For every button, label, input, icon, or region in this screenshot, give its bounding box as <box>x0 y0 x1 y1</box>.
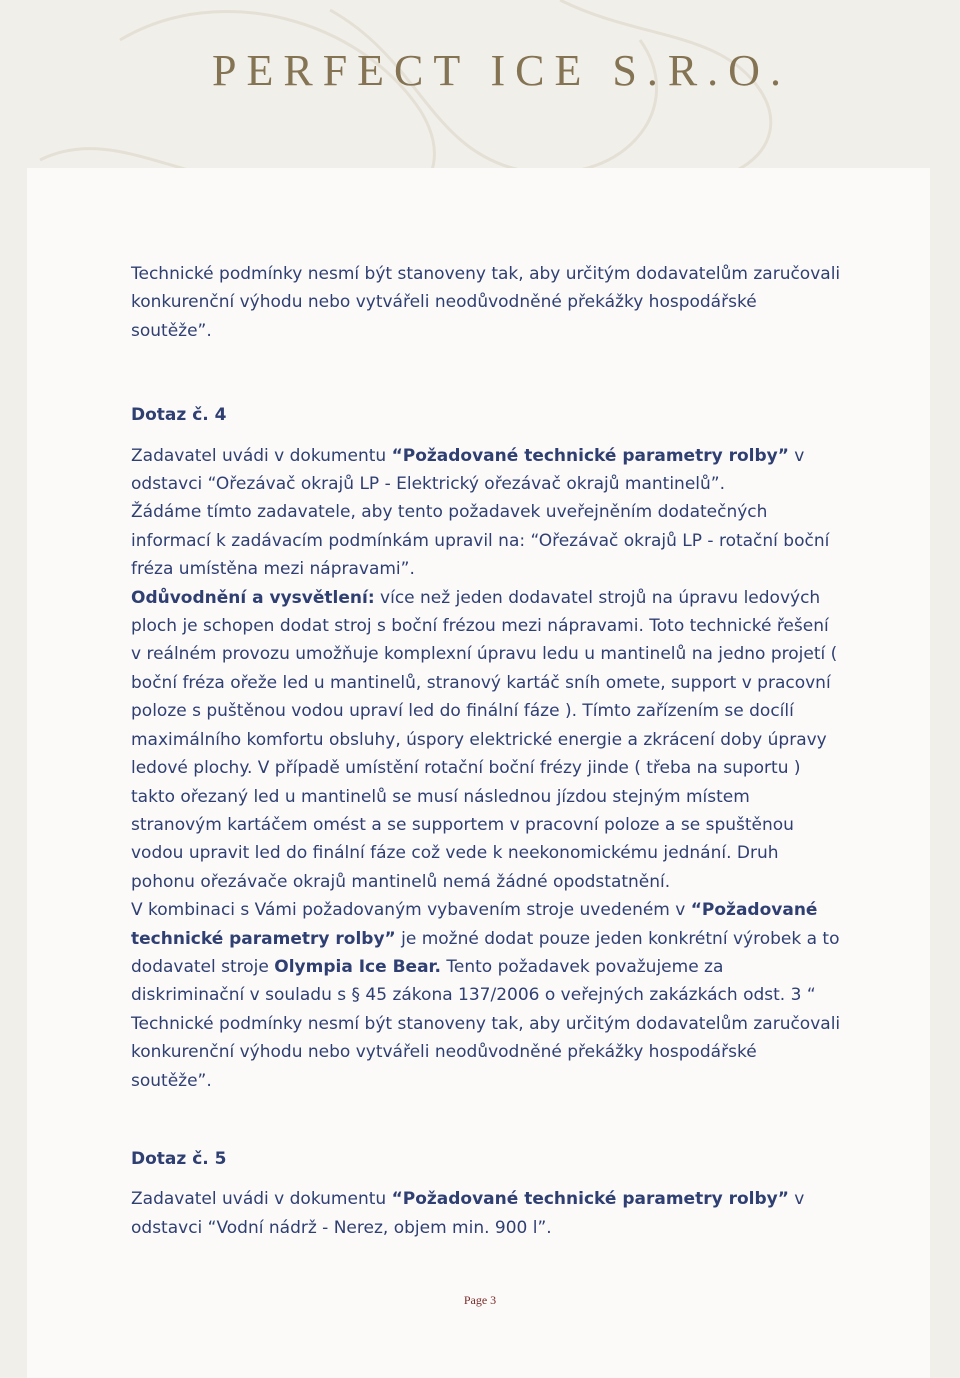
question-5-title: Dotaz č. 5 <box>131 1148 227 1169</box>
q4-paragraph-3: Odůvodnění a vysvětlení: více než jeden dodavatel strojů na úpravu ledových ploch je schopen dodat stroj s boční frézou mezi nápravami. Toto technické řešení v reálném provozu umožňuje komplexní úpravu ledu u mantinelů na jedno projetí ( boční fréza ořeže led u mantinelů, stranový kartáč sníh omete, support v pracovní poloze s puštěnou vodou upraví led do finální fáze ). Tímto zařízením se docílí maximálního komfortu obsluhy, úspory elektrické energie a zkrácení doby úpravy ledové plochy. V případě umístění rotační boční frézy jinde ( třeba na suportu ) takto ořezaný led u mantinelů se musí následnou jízdou stejným místem stranovým kartáčem omést a se supportem v pracovní poloze a se spuštěnou vodou upravit led do finální fáze což vede k neekonomickému jednání. Druh pohonu ořezávače okrajů mantinelů nemá žádné opodstatnění. <box>131 587 838 892</box>
q4-paragraph-1: Zadavatel uvádi v dokumentu “Požadované technické parametry rolby” v odstavci “Ořezávač okrajů LP - Elektrický ořezávač okrajů mantinelů”. <box>131 445 805 495</box>
page-number: Page 3 <box>463 1293 497 1307</box>
q4-paragraph-2: Žádáme tímto zadavatele, aby tento požadavek uveřejněním dodatečných informací k zadávacím podmínkám upravil na: “Ořezávač okrajů LP - rotační boční fréza umístěna mezi nápravami”. <box>131 502 830 580</box>
q5-paragraph-1: Zadavatel uvádi v dokumentu “Požadované technické parametry rolby” v odstavci “Vodní nádrž - Nerez, objem min. 900 l”. <box>131 1189 805 1238</box>
question-4-title: Dotaz č. 4 <box>131 405 227 426</box>
q4-paragraph-4: V kombinaci s Vámi požadovaným vybavením stroje uvedeném v “Požadované technické parametry rolby” je možné dodat pouze jeden konkrétní výrobek a to dodavatel stroje Olympia Ice Bear. Tento požadavek považujeme za diskriminační v souladu s § 45 zákona 137/2006 o veřejných zakázkách odst. 3 “ Technické podmínky nesmí být stanoveny tak, aby určitým dodavatelům zaručovali konkurenční výhodu nebo vytvářeli neodůvodněné překážky hospodářské soutěže”. <box>131 900 841 1091</box>
company-logo: PERFECT ICE S.R.O. <box>212 46 791 95</box>
intro-paragraph: Technické podmínky nesmí být stanoveny tak, aby určitým dodavatelům zaručovali konkurenční výhodu nebo vytvářeli neodůvodněné překážky hospodářské soutěže”. <box>131 264 841 341</box>
document-body <box>131 260 841 1242</box>
